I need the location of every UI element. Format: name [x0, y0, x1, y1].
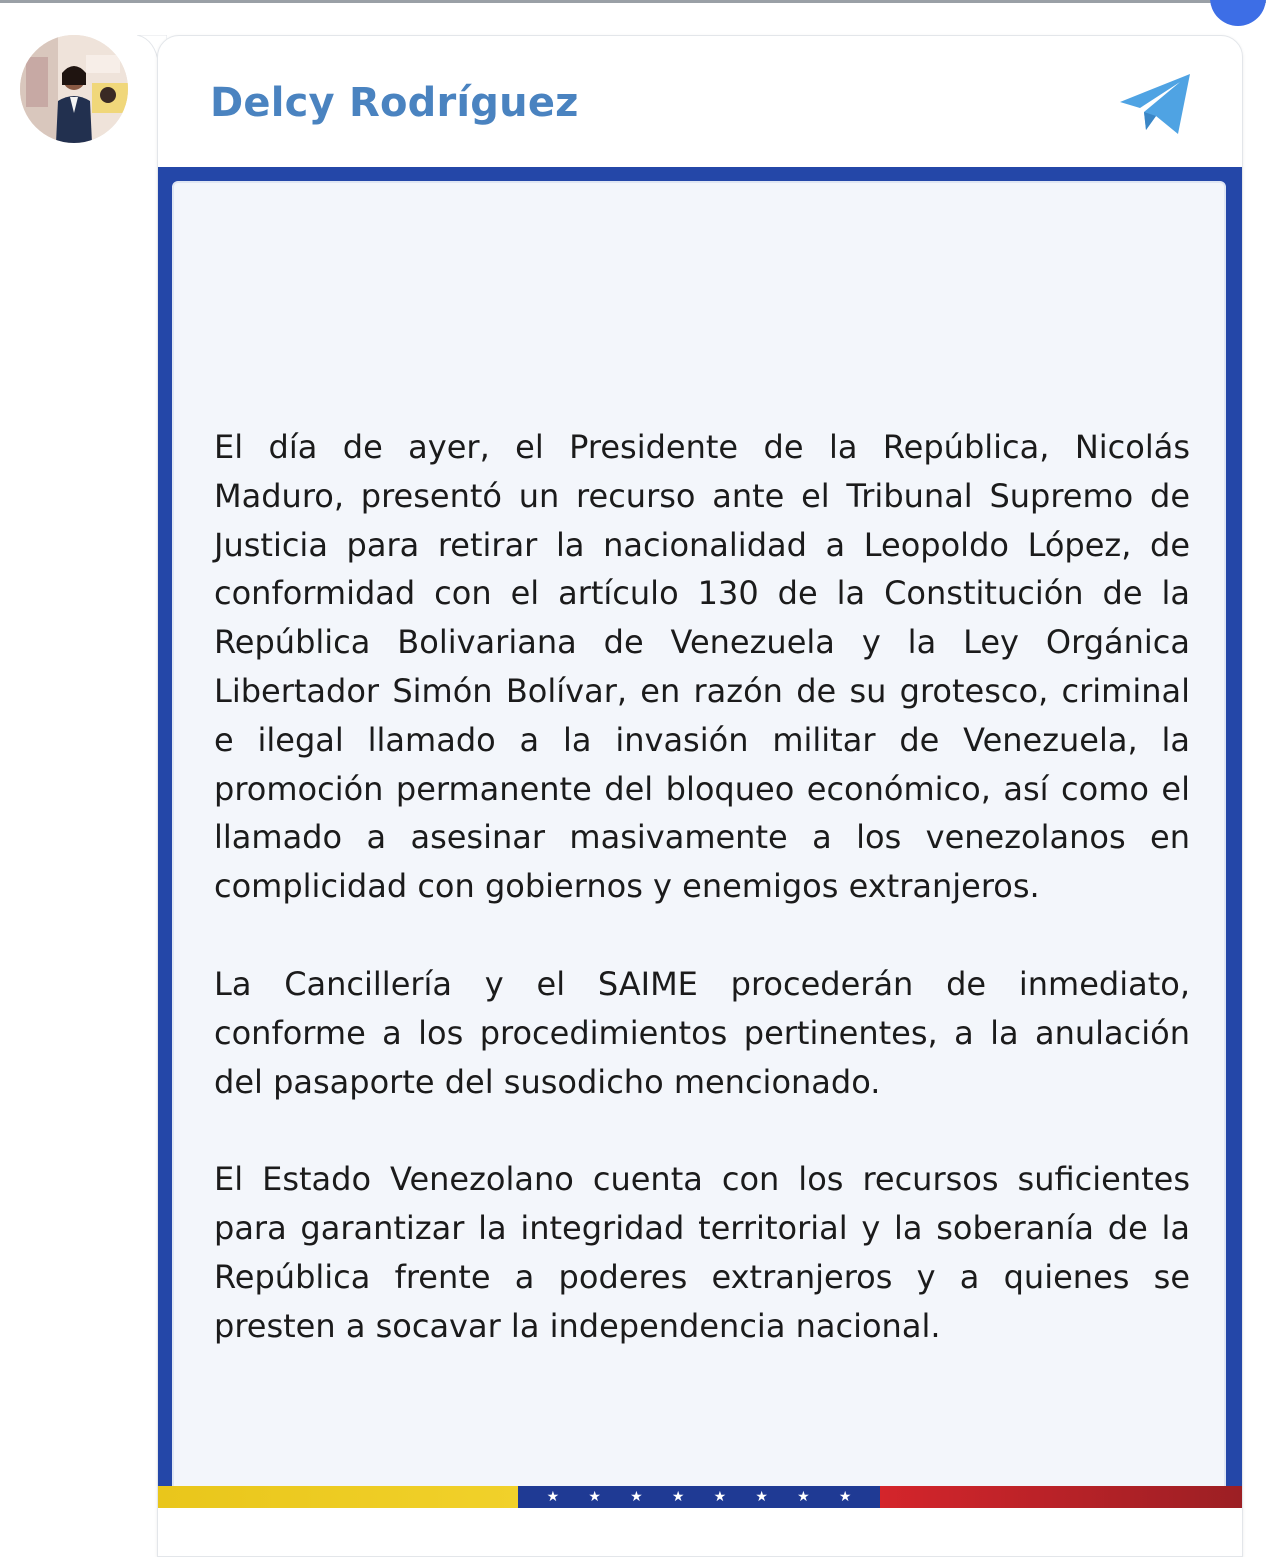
- paragraph-1: El día de ayer, el Presidente de la República, Nicolás Maduro, presentó un recurso ante el Tribunal Supremo de Justicia para retirar la nacionalidad a Leopoldo López, de conformidad con el artículo 130 de la Constitución de la República Bolivariana de Venezuela y la Ley Orgánica Libertador Simón Bolívar, en razón de su grotesco, criminal e ilegal llamado a la invasión militar de Venezuela, la promoción permanente del bloqueo económico, así como el llamado a asesinar masivamente a los venezolanos en complicidad con gobiernos y enemigos extranjeros.: [214, 428, 1190, 906]
- message-bubble[interactable]: [157, 35, 1243, 1557]
- scroll-indicator[interactable]: [1210, 0, 1266, 26]
- document-page: [172, 181, 1226, 1507]
- avatar[interactable]: [20, 35, 128, 143]
- flag-blue-band: [518, 1486, 880, 1508]
- star-icon: ★: [630, 1489, 643, 1505]
- sender-name[interactable]: Delcy Rodríguez: [210, 80, 579, 126]
- flag-red-band: [880, 1486, 1242, 1508]
- document-text: [214, 423, 1190, 1400]
- top-divider: [0, 0, 1266, 3]
- paragraph-3: El Estado Venezolano cuenta con los recursos suficientes para garantizar la integridad territorial y la soberanía de la República frente a poderes extranjeros y a quienes se presten a socavar la independencia nacional.: [214, 1160, 1190, 1345]
- star-icon: ★: [588, 1489, 601, 1505]
- telegram-icon[interactable]: [1118, 72, 1194, 138]
- star-icon: ★: [755, 1489, 768, 1505]
- paragraph-2: La Cancillería y el SAIME procederán de inmediato, conforme a los procedimientos pertinentes, a la anulación del pasaporte del susodicho mencionado.: [214, 964, 1190, 1101]
- star-icon: ★: [797, 1489, 810, 1505]
- star-icon: ★: [713, 1489, 727, 1505]
- profile-photo: [20, 35, 128, 143]
- flag-yellow-band: [158, 1486, 518, 1508]
- star-icon: ★: [546, 1489, 560, 1505]
- flag-strip: [158, 1486, 1242, 1508]
- star-icon: ★: [671, 1489, 685, 1505]
- document-image[interactable]: [158, 167, 1242, 1507]
- star-icon: ★: [838, 1489, 852, 1505]
